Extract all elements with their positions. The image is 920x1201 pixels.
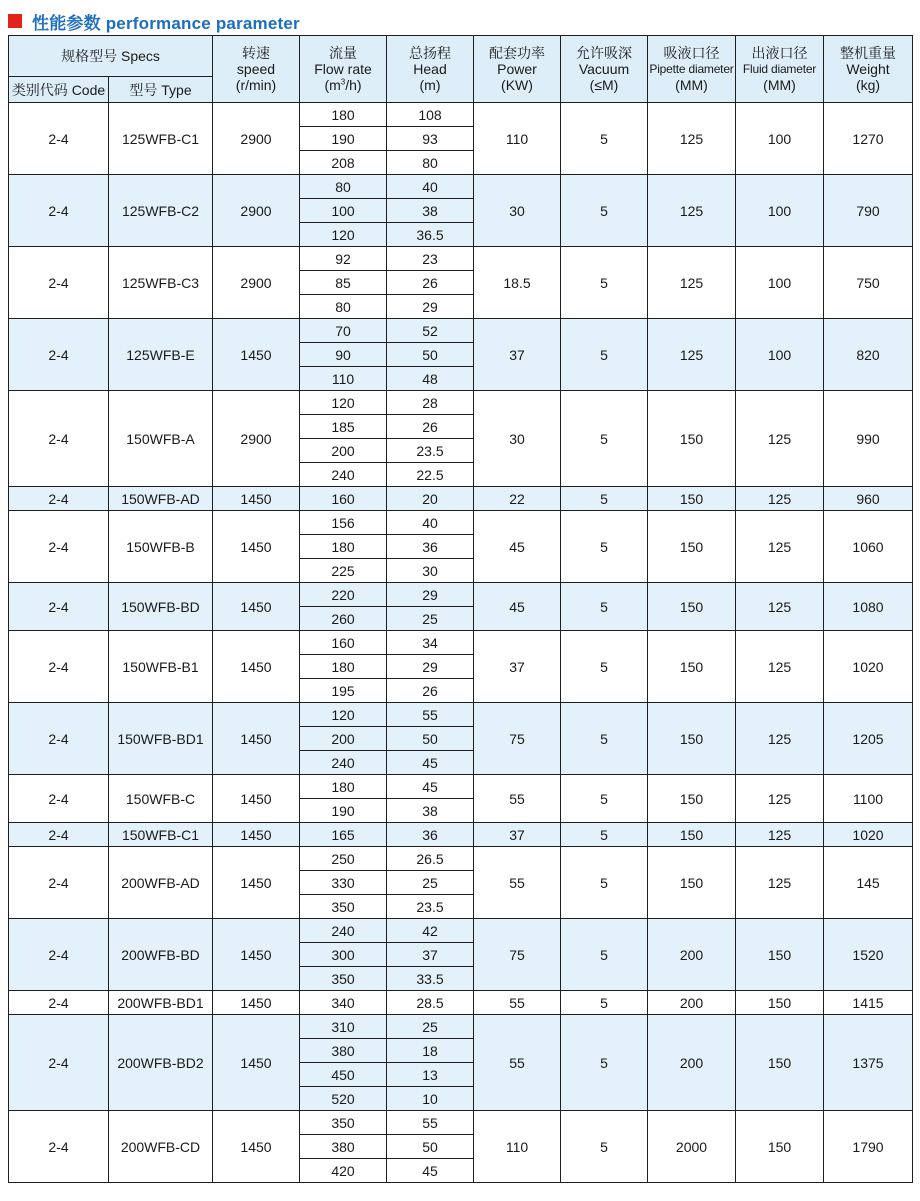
head-cell: 25 [387, 871, 474, 895]
power-cell: 37 [474, 823, 561, 847]
flow-cell: 90 [300, 343, 387, 367]
flow-cell: 185 [300, 415, 387, 439]
flow-cell: 160 [300, 631, 387, 655]
table-row [9, 775, 913, 799]
flow-cell: 340 [300, 991, 387, 1015]
type-cell: 125WFB-E [109, 319, 213, 391]
inlet-diameter-cell: 150 [648, 487, 736, 511]
inlet-diameter-cell: 150 [648, 391, 736, 487]
speed-header: 转速 speed (r/min) [213, 36, 300, 103]
flow-cell: 350 [300, 895, 387, 919]
speed-cell: 2900 [213, 103, 300, 175]
flow-cell: 208 [300, 151, 387, 175]
model-group [9, 847, 913, 919]
model-group [9, 823, 913, 847]
head-cell: 29 [387, 295, 474, 319]
model-group [9, 175, 913, 247]
outlet-diameter-cell: 125 [736, 847, 824, 919]
flow-cell: 92 [300, 247, 387, 271]
head-cell: 50 [387, 343, 474, 367]
type-cell: 150WFB-BD1 [109, 703, 213, 775]
model-group [9, 511, 913, 583]
model-group [9, 583, 913, 631]
code-cell: 2-4 [9, 487, 109, 511]
flow-cell: 250 [300, 847, 387, 871]
flow-header: 流量 Flow rate $(m^3/h)$ [300, 36, 387, 103]
weight-cell: 1790 [824, 1111, 913, 1183]
type-cell: 200WFB-CD [109, 1111, 213, 1183]
head-cell: 45 [387, 775, 474, 799]
outlet-diameter-cell: 125 [736, 583, 824, 631]
flow-cell: 420 [300, 1159, 387, 1183]
table-row [9, 1015, 913, 1039]
type-cell: 200WFB-BD2 [109, 1015, 213, 1111]
head-cell: 10 [387, 1087, 474, 1111]
weight-cell: 1060 [824, 511, 913, 583]
code-cell: 2-4 [9, 919, 109, 991]
performance-table [8, 35, 913, 1183]
table-row [9, 847, 913, 871]
flow-cell: 180 [300, 103, 387, 127]
head-cell: 42 [387, 919, 474, 943]
model-group [9, 919, 913, 991]
table-row [9, 823, 913, 847]
head-header: 总扬程 Head (m) [387, 36, 474, 103]
table-row [9, 487, 913, 511]
type-cell: 125WFB-C3 [109, 247, 213, 319]
code-cell: 2-4 [9, 703, 109, 775]
head-cell: 18 [387, 1039, 474, 1063]
model-group [9, 319, 913, 391]
vacuum-cell: 5 [561, 583, 648, 631]
head-cell: 50 [387, 727, 474, 751]
code-cell: 2-4 [9, 1015, 109, 1111]
flow-cell: 260 [300, 607, 387, 631]
vacuum-cell: 5 [561, 487, 648, 511]
weight-cell: 990 [824, 391, 913, 487]
flow-cell: 100 [300, 199, 387, 223]
flow-cell: 330 [300, 871, 387, 895]
weight-cell: 790 [824, 175, 913, 247]
code-cell: 2-4 [9, 175, 109, 247]
model-group [9, 487, 913, 511]
outlet-diameter-cell: 125 [736, 391, 824, 487]
inlet-diameter-cell: 125 [648, 247, 736, 319]
head-cell: 52 [387, 319, 474, 343]
type-cell: 200WFB-AD [109, 847, 213, 919]
flow-cell: 380 [300, 1039, 387, 1063]
model-group [9, 247, 913, 319]
head-cell: 26 [387, 679, 474, 703]
code-cell: 2-4 [9, 391, 109, 487]
model-group [9, 1015, 913, 1111]
weight-cell: 1020 [824, 631, 913, 703]
power-cell: 55 [474, 775, 561, 823]
flow-cell: 80 [300, 295, 387, 319]
speed-cell: 1450 [213, 823, 300, 847]
speed-cell: 2900 [213, 175, 300, 247]
vacuum-cell: 5 [561, 175, 648, 247]
power-cell: 18.5 [474, 247, 561, 319]
flow-cell: 220 [300, 583, 387, 607]
code-cell: 2-4 [9, 583, 109, 631]
outlet-diameter-cell: 100 [736, 175, 824, 247]
type-cell: 150WFB-C [109, 775, 213, 823]
inlet-diameter-cell: 2000 [648, 1111, 736, 1183]
table-row [9, 391, 913, 415]
vacuum-cell: 5 [561, 391, 648, 487]
flow-cell: 195 [300, 679, 387, 703]
vacuum-cell: 5 [561, 511, 648, 583]
flow-cell: 350 [300, 967, 387, 991]
model-group [9, 103, 913, 175]
power-cell: 75 [474, 919, 561, 991]
type-cell: 150WFB-BD [109, 583, 213, 631]
inlet-diameter-cell: 150 [648, 823, 736, 847]
flow-cell: 520 [300, 1087, 387, 1111]
code-cell: 2-4 [9, 991, 109, 1015]
type-cell: 150WFB-AD [109, 487, 213, 511]
flow-cell: 300 [300, 943, 387, 967]
flow-cell: 156 [300, 511, 387, 535]
power-cell: 55 [474, 1015, 561, 1111]
code-header: 类别代码 Code [9, 77, 109, 103]
outlet-diameter-cell: 125 [736, 703, 824, 775]
head-cell: 26.5 [387, 847, 474, 871]
weight-cell: 1080 [824, 583, 913, 631]
head-cell: 20 [387, 487, 474, 511]
head-cell: 40 [387, 511, 474, 535]
section-title [8, 8, 300, 34]
head-cell: 38 [387, 199, 474, 223]
head-cell: 34 [387, 631, 474, 655]
flow-cell: 160 [300, 487, 387, 511]
power-cell: 30 [474, 391, 561, 487]
head-cell: 40 [387, 175, 474, 199]
head-cell: 55 [387, 1111, 474, 1135]
head-cell: 45 [387, 751, 474, 775]
speed-cell: 1450 [213, 775, 300, 823]
head-cell: 23.5 [387, 895, 474, 919]
speed-cell: 1450 [213, 319, 300, 391]
inlet-diameter-cell: 150 [648, 583, 736, 631]
head-cell: 23.5 [387, 439, 474, 463]
inlet-diameter-cell: 125 [648, 103, 736, 175]
outlet-diameter-cell: 150 [736, 991, 824, 1015]
head-cell: 26 [387, 271, 474, 295]
outlet-diameter-cell: 150 [736, 1015, 824, 1111]
speed-cell: 1450 [213, 703, 300, 775]
head-cell: 50 [387, 1135, 474, 1159]
vacuum-cell: 5 [561, 703, 648, 775]
flow-cell: 240 [300, 919, 387, 943]
head-cell: 25 [387, 607, 474, 631]
type-cell: 150WFB-C1 [109, 823, 213, 847]
speed-cell: 1450 [213, 1015, 300, 1111]
code-cell: 2-4 [9, 823, 109, 847]
speed-cell: 1450 [213, 847, 300, 919]
flow-cell: 200 [300, 439, 387, 463]
flow-cell: 120 [300, 703, 387, 727]
outlet-diameter-cell: 125 [736, 511, 824, 583]
inlet-diameter-cell: 125 [648, 175, 736, 247]
table-row [9, 583, 913, 607]
vacuum-cell: 5 [561, 103, 648, 175]
flow-cell: 240 [300, 751, 387, 775]
power-cell: 110 [474, 103, 561, 175]
flow-cell: 85 [300, 271, 387, 295]
red-square-icon [8, 14, 22, 28]
head-cell: 36 [387, 535, 474, 559]
speed-cell: 1450 [213, 1111, 300, 1183]
specs-header: 规格型号 Specs [9, 36, 213, 77]
power-cell: 37 [474, 631, 561, 703]
head-cell: 25 [387, 1015, 474, 1039]
model-group [9, 703, 913, 775]
flow-cell: 180 [300, 655, 387, 679]
vacuum-cell: 5 [561, 1111, 648, 1183]
inlet-diameter-cell: 150 [648, 703, 736, 775]
head-cell: 13 [387, 1063, 474, 1087]
outlet-diameter-cell: 100 [736, 247, 824, 319]
vacuum-cell: 5 [561, 775, 648, 823]
head-cell: 45 [387, 1159, 474, 1183]
flow-cell: 225 [300, 559, 387, 583]
vacuum-cell: 5 [561, 247, 648, 319]
vacuum-header: 允许吸深 Vacuum (≤M) [561, 36, 648, 103]
flow-cell: 120 [300, 391, 387, 415]
speed-cell: 1450 [213, 991, 300, 1015]
model-group [9, 391, 913, 487]
vacuum-cell: 5 [561, 1015, 648, 1111]
weight-cell: 1375 [824, 1015, 913, 1111]
flow-cell: 350 [300, 1111, 387, 1135]
vacuum-cell: 5 [561, 991, 648, 1015]
inlet-diameter-cell: 200 [648, 1015, 736, 1111]
type-cell: 125WFB-C2 [109, 175, 213, 247]
head-cell: 55 [387, 703, 474, 727]
power-cell: 22 [474, 487, 561, 511]
speed-cell: 1450 [213, 919, 300, 991]
weight-header: 整机重量 Weight (kg) [824, 36, 913, 103]
code-cell: 2-4 [9, 103, 109, 175]
table-row [9, 319, 913, 343]
power-cell: 30 [474, 175, 561, 247]
power-cell: 55 [474, 991, 561, 1015]
model-group [9, 1111, 913, 1183]
head-cell: 23 [387, 247, 474, 271]
vacuum-cell: 5 [561, 319, 648, 391]
type-cell: 150WFB-B1 [109, 631, 213, 703]
table-row [9, 991, 913, 1015]
vacuum-cell: 5 [561, 631, 648, 703]
model-group [9, 991, 913, 1015]
head-cell: 28 [387, 391, 474, 415]
weight-cell: 750 [824, 247, 913, 319]
power-cell: 55 [474, 847, 561, 919]
speed-cell: 1450 [213, 511, 300, 583]
weight-cell: 1415 [824, 991, 913, 1015]
power-cell: 45 [474, 583, 561, 631]
head-cell: 29 [387, 655, 474, 679]
vacuum-cell: 5 [561, 919, 648, 991]
flow-cell: 80 [300, 175, 387, 199]
inlet-diameter-cell: 150 [648, 775, 736, 823]
head-cell: 28.5 [387, 991, 474, 1015]
type-cell: 200WFB-BD1 [109, 991, 213, 1015]
inlet-diameter-cell: 200 [648, 919, 736, 991]
power-cell: 110 [474, 1111, 561, 1183]
type-cell: 150WFB-A [109, 391, 213, 487]
weight-cell: 1205 [824, 703, 913, 775]
head-cell: 30 [387, 559, 474, 583]
power-cell: 75 [474, 703, 561, 775]
code-cell: 2-4 [9, 775, 109, 823]
table-row [9, 703, 913, 727]
head-cell: 108 [387, 103, 474, 127]
head-cell: 48 [387, 367, 474, 391]
inlet-diameter-cell: 150 [648, 511, 736, 583]
flow-cell: 180 [300, 775, 387, 799]
outlet-diameter-cell: 100 [736, 103, 824, 175]
code-cell: 2-4 [9, 631, 109, 703]
flow-cell: 190 [300, 799, 387, 823]
outlet-diameter-cell: 150 [736, 919, 824, 991]
head-cell: 33.5 [387, 967, 474, 991]
weight-cell: 1100 [824, 775, 913, 823]
model-group [9, 631, 913, 703]
table-row [9, 103, 913, 127]
type-header: 型号 Type [109, 77, 213, 103]
type-cell: 150WFB-B [109, 511, 213, 583]
flow-cell: 190 [300, 127, 387, 151]
table-row [9, 1111, 913, 1135]
section-title-text: 性能参数 performance parameter [32, 13, 300, 33]
vacuum-cell: 5 [561, 847, 648, 919]
speed-cell: 1450 [213, 583, 300, 631]
flow-cell: 180 [300, 535, 387, 559]
table-row [9, 175, 913, 199]
inlet-diameter-header: 吸液口径 Pipette diameter (MM) [648, 36, 736, 103]
weight-cell: 1020 [824, 823, 913, 847]
flow-cell: 240 [300, 463, 387, 487]
flow-cell: 380 [300, 1135, 387, 1159]
head-cell: 26 [387, 415, 474, 439]
weight-cell: 1520 [824, 919, 913, 991]
inlet-diameter-cell: 125 [648, 319, 736, 391]
code-cell: 2-4 [9, 319, 109, 391]
inlet-diameter-cell: 150 [648, 631, 736, 703]
power-header: 配套功率 Power (KW) [474, 36, 561, 103]
outlet-diameter-cell: 100 [736, 319, 824, 391]
flow-cell: 165 [300, 823, 387, 847]
table-row [9, 247, 913, 271]
speed-cell: 2900 [213, 391, 300, 487]
vacuum-cell: 5 [561, 823, 648, 847]
outlet-diameter-cell: 125 [736, 775, 824, 823]
flow-cell: 200 [300, 727, 387, 751]
power-cell: 37 [474, 319, 561, 391]
speed-cell: 2900 [213, 247, 300, 319]
flow-cell: 450 [300, 1063, 387, 1087]
head-cell: 36.5 [387, 223, 474, 247]
flow-cell: 70 [300, 319, 387, 343]
type-cell: 125WFB-C1 [109, 103, 213, 175]
table-row [9, 631, 913, 655]
type-cell: 200WFB-BD [109, 919, 213, 991]
outlet-diameter-cell: 125 [736, 487, 824, 511]
code-cell: 2-4 [9, 511, 109, 583]
head-cell: 36 [387, 823, 474, 847]
weight-cell: 145 [824, 847, 913, 919]
code-cell: 2-4 [9, 1111, 109, 1183]
weight-cell: 820 [824, 319, 913, 391]
speed-cell: 1450 [213, 631, 300, 703]
inlet-diameter-cell: 150 [648, 847, 736, 919]
head-cell: 38 [387, 799, 474, 823]
flow-cell: 120 [300, 223, 387, 247]
head-cell: 37 [387, 943, 474, 967]
head-cell: 22.5 [387, 463, 474, 487]
head-cell: 80 [387, 151, 474, 175]
outlet-diameter-header: 出液口径 Fluid diameter (MM) [736, 36, 824, 103]
code-cell: 2-4 [9, 847, 109, 919]
model-group [9, 775, 913, 823]
head-cell: 29 [387, 583, 474, 607]
code-cell: 2-4 [9, 247, 109, 319]
inlet-diameter-cell: 200 [648, 991, 736, 1015]
outlet-diameter-cell: 125 [736, 631, 824, 703]
table-row [9, 919, 913, 943]
speed-cell: 1450 [213, 487, 300, 511]
outlet-diameter-cell: 150 [736, 1111, 824, 1183]
outlet-diameter-cell: 125 [736, 823, 824, 847]
flow-cell: 110 [300, 367, 387, 391]
flow-cell: 310 [300, 1015, 387, 1039]
table-row [9, 511, 913, 535]
head-cell: 93 [387, 127, 474, 151]
weight-cell: 1270 [824, 103, 913, 175]
power-cell: 45 [474, 511, 561, 583]
weight-cell: 960 [824, 487, 913, 511]
